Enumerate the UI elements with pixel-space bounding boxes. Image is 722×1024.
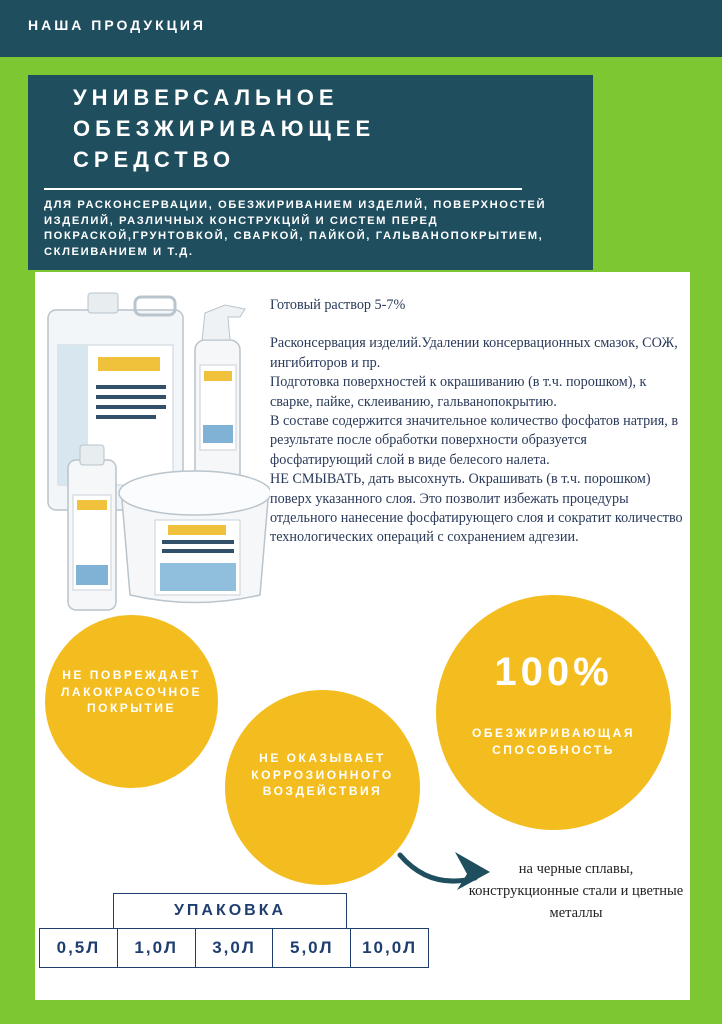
packaging-size: 3,0Л: [195, 929, 273, 967]
packaging-size: 5,0Л: [272, 929, 350, 967]
product-subtitle: ДЛЯ РАСКОНСЕРВАЦИИ, ОБЕЗЖИРИВАНИЕМ ИЗДЕЛИЙ, ПОВЕРХНОСТЕЙ ИЗДЕЛИЙ, РАЗЛИЧНЫХ КОНСТРУКЦИЙ И СИСТЕМ ПЕРЕД ПОКРАСКОЙ,ГРУНТОВКОЙ, СВАРКОЙ, ПАЙКОЙ, ГАЛЬВАНОПОКРЫТИЕМ, СКЛЕИВАНИЕМ И Т.Д.: [44, 199, 547, 258]
feature-no-damage-text: НЕ ПОВРЕЖДАЕТ ЛАКОКРАСОЧНОЕ ПОКРЫТИЕ: [60, 668, 203, 715]
section-title: НАША ПРОДУКЦИЯ: [28, 17, 206, 33]
packaging-size: 1,0Л: [117, 929, 195, 967]
metals-note: на черные сплавы, конструкционные стали и цветные металлы: [468, 861, 684, 921]
title-divider: [44, 188, 522, 190]
packaging-title: УПАКОВКА: [113, 893, 347, 929]
description-paragraph: НЕ СМЫВАТЬ, дать высохнуть. Окрашивать (в т.ч. порошком) поверх указанного слоя. Это позволит избежать процедуры отдельного нанесение фосфатирующего слоя и сократит количество технологических операций с сохранением адгезии.: [270, 471, 683, 546]
feature-circle-no-damage: [45, 615, 218, 788]
product-photo: [40, 285, 270, 615]
packaging-sizes: [39, 928, 429, 968]
description-paragraph: Расконсервация изделий.Удалении консервационных смазок, СОЖ, ингибиторов и пр.: [270, 335, 678, 371]
top-bar: [0, 0, 722, 57]
description-paragraph: Подготовка поверхностей к окрашиванию (в т.ч. порошком), к сварке, пайке, склеиванию, гальванопокрытию.: [270, 374, 647, 410]
solution-text: Готовый раствор 5-7%: [270, 297, 406, 313]
feature-circle-no-corrosion: [225, 690, 420, 885]
packaging-size: 10,0Л: [350, 929, 428, 967]
product-title-line-3: СРЕДСТВО: [73, 147, 236, 172]
feature-no-corrosion-text: НЕ ОКАЗЫВАЕТ КОРРОЗИОННОГО ВОЗДЕЙСТВИЯ: [251, 751, 394, 798]
packaging-size: 0,5Л: [56, 938, 101, 957]
product-title-line-1: УНИВЕРСАЛЬНОЕ: [73, 85, 339, 110]
feature-circle-percent: [436, 595, 671, 830]
product-title-line-2: ОБЕЗЖИРИВАЮЩЕЕ: [73, 116, 376, 141]
product-title-box: [28, 75, 593, 270]
product-description: [270, 296, 685, 548]
percent-label: ОБЕЗЖИРИВАЮЩАЯ СПОСОБНОСТЬ: [472, 726, 635, 757]
description-paragraph: В составе содержится значительное количество фосфатов натрия, в результате после обработки поверхности образуется фосфатирующий слой в виде белесого налета.: [270, 413, 679, 468]
percent-value: 100%: [494, 650, 613, 694]
